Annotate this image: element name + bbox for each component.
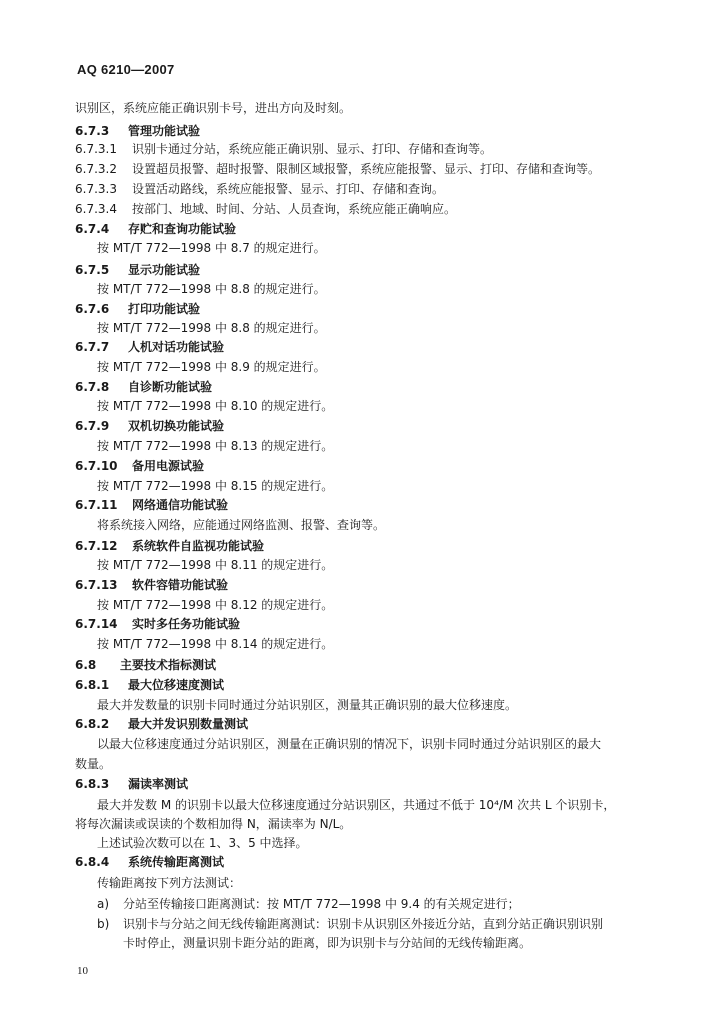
clause-item: 6.7.3.2 设置超员报警、超时报警、限制区域报警，系统应能报警、显示、打印、存储和查询等。 — [75, 162, 601, 176]
paragraph-line: 按 MT/T 772—1998 中 8.9 的规定进行。 — [97, 360, 326, 374]
paragraph-line: 按 MT/T 772—1998 中 8.8 的规定进行。 — [97, 282, 326, 296]
section-heading: 6.7.12 系统软件自监视功能试验 — [75, 539, 265, 553]
clause-item: 6.7.3.1 识别卡通过分站，系统应能正确识别、显示、打印、存储和查询等。 — [75, 142, 493, 156]
paragraph-line: 按 MT/T 772—1998 中 8.14 的规定进行。 — [97, 637, 334, 651]
section-heading: 6.8.1 最大位移速度测试 — [75, 678, 225, 692]
list-item-continuation: 卡时停止，测量识别卡距分站的距离，即为识别卡与分站间的无线传输距离。 — [123, 936, 532, 950]
section-heading: 6.8.4 系统传输距离测试 — [75, 855, 225, 869]
list-item: a) 分站至传输接口距离测试：按 MT/T 772—1998 中 9.4 的有关规定进行； — [97, 897, 520, 911]
section-heading: 6.7.5 显示功能试验 — [75, 263, 201, 277]
section-heading: 6.7.13 软件容错功能试验 — [75, 578, 229, 592]
paragraph-line: 最大并发数 M 的识别卡以最大位移速度通过分站识别区，共通过不低于 10⁴/M 次共 L 个识别卡， — [97, 798, 616, 812]
section-heading: 6.7.6 打印功能试验 — [75, 302, 201, 316]
section-heading: 6.7.10 备用电源试验 — [75, 459, 205, 473]
paragraph-line: 以最大位移速度通过分站识别区，测量在正确识别的情况下，识别卡同时通过分站识别区的最大 — [97, 737, 602, 751]
paragraph-line: 传输距离按下列方法测试： — [97, 876, 242, 890]
section-heading: 6.7.14 实时多任务功能试验 — [75, 617, 241, 631]
section-heading: 6.7.9 双机切换功能试验 — [75, 419, 225, 433]
paragraph-line: 按 MT/T 772—1998 中 8.8 的规定进行。 — [97, 321, 326, 335]
clause-item: 6.7.3.4 按部门、地域、时间、分站、人员查询，系统应能正确响应。 — [75, 202, 457, 216]
section-heading: 6.7.11 网络通信功能试验 — [75, 498, 229, 512]
paragraph-line: 将系统接入网络，应能通过网络监测、报警、查询等。 — [97, 518, 386, 532]
section-heading: 6.7.8 自诊断功能试验 — [75, 380, 213, 394]
section-heading: 6.7.7 人机对话功能试验 — [75, 340, 225, 354]
section-heading: 6.7.4 存贮和查询功能试验 — [75, 222, 237, 236]
paragraph-line: 按 MT/T 772—1998 中 8.13 的规定进行。 — [97, 439, 334, 453]
section-heading: 6.8.3 漏读率测试 — [75, 777, 189, 791]
paragraph-line: 按 MT/T 772—1998 中 8.15 的规定进行。 — [97, 479, 334, 493]
paragraph-line: 数量。 — [75, 757, 112, 771]
section-heading: 6.8 主要技术指标测试 — [75, 658, 217, 672]
clause-item: 6.7.3.3 设置活动路线，系统应能报警、显示、打印、存储和查询。 — [75, 182, 445, 196]
paragraph-line: 按 MT/T 772—1998 中 8.11 的规定进行。 — [97, 558, 334, 572]
paragraph-line: 按 MT/T 772—1998 中 8.10 的规定进行。 — [97, 399, 334, 413]
paragraph-line: 最大并发数量的识别卡同时通过分站识别区，测量其正确识别的最大位移速度。 — [97, 698, 518, 712]
paragraph-line: 识别区，系统应能正确识别卡号，进出方向及时刻。 — [75, 101, 352, 115]
paragraph-line: 按 MT/T 772—1998 中 8.12 的规定进行。 — [97, 598, 334, 612]
paragraph-line: 上述试验次数可以在 1、3、5 中选择。 — [97, 836, 308, 850]
section-heading: 6.7.3 管理功能试验 — [75, 124, 201, 138]
section-heading: 6.8.2 最大并发识别数量测试 — [75, 717, 249, 731]
page-number: 10 — [77, 965, 88, 977]
standard-code-header: AQ 6210—2007 — [77, 62, 175, 77]
list-item: b) 识别卡与分站之间无线传输距离测试：识别卡从识别区外接近分站，直到分站正确识别识别 — [97, 917, 604, 931]
paragraph-line: 按 MT/T 772—1998 中 8.7 的规定进行。 — [97, 241, 326, 255]
paragraph-line: 将每次漏读或误读的个数相加得 N，漏读率为 N/L。 — [75, 817, 352, 831]
